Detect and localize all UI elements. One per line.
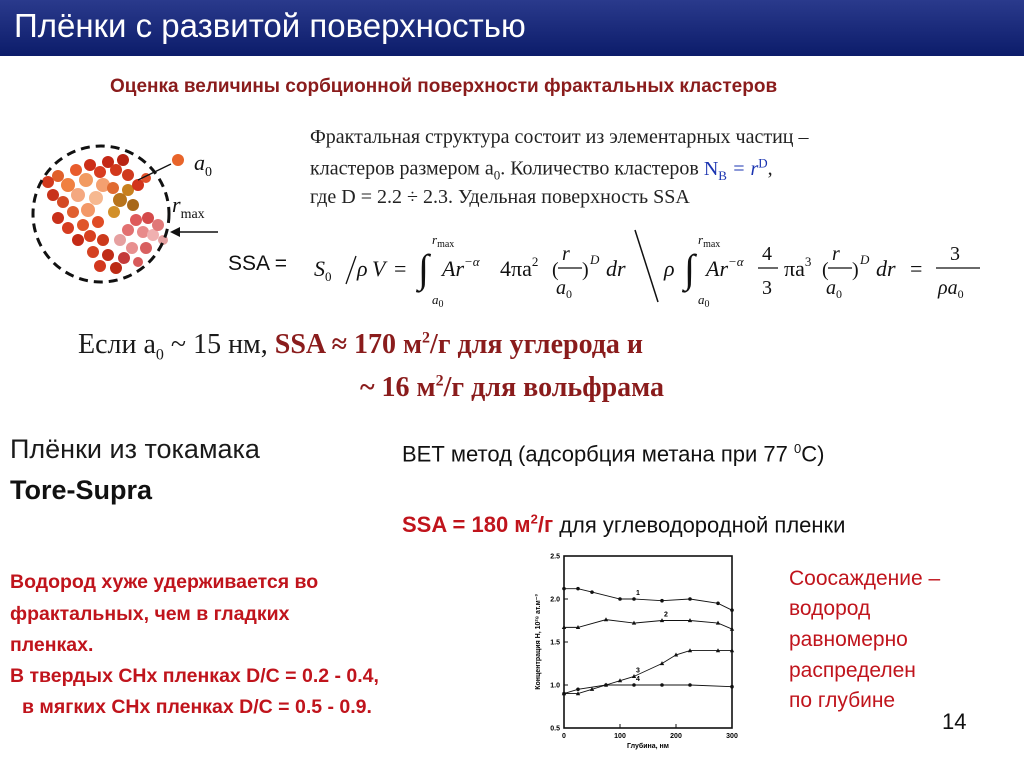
tungsten-estimate: ~ 16 $м^2/г$ для вольфрама: [360, 372, 665, 403]
codeposition-line-3: равномерно: [789, 628, 908, 651]
series-label: 4: [636, 676, 640, 683]
y-tick-label: 1.0: [550, 682, 560, 690]
svg-text:rmax: $r_{max}$: [432, 232, 455, 250]
svg-text:r: r: [562, 243, 570, 265]
films-heading: Плёнки из токамака: [10, 434, 260, 464]
a0-label: $a_0$: [194, 150, 212, 180]
hydrogen-line-2: фрактальных, чем в гладких: [10, 603, 290, 625]
hydrogen-line-4: В твердых CHx пленках D/C = 0.2 - 0.4,: [10, 665, 379, 687]
hydrogen-line-1: Водород хуже удерживается во: [10, 571, 319, 593]
data-point: [716, 602, 720, 606]
series-label: 2: [664, 611, 668, 619]
data-point: [632, 683, 636, 687]
slide-subtitle: Оценка величины сорбционной поверхности фрактальных кластеров: [110, 76, 778, 97]
x-tick-label: 0: [562, 733, 566, 740]
series-label: 1: [636, 590, 640, 597]
svg-text:(: (: [822, 259, 829, 281]
svg-text:3: 3: [950, 243, 960, 265]
data-point: [618, 597, 622, 601]
tokamak-name: Tore-Supra: [10, 475, 153, 505]
svg-text:Ar−α: $Ar^{-\alpha}$: [442, 254, 480, 281]
svg-text:V: V: [372, 256, 386, 281]
y-tick-label: 2.0: [550, 596, 560, 604]
data-point: [590, 590, 594, 594]
x-tick-label: 200: [670, 733, 682, 740]
data-point: [660, 599, 664, 603]
x-axis-label: Глубина, нм: [627, 743, 669, 750]
data-point: [632, 597, 636, 601]
data-point: [576, 587, 580, 591]
svg-text:=: =: [394, 256, 407, 281]
svg-text:ρ: ρ: [357, 256, 368, 281]
svg-text:∫: ∫: [418, 246, 429, 291]
svg-text:S0: $S_0$: [314, 256, 332, 284]
data-point: [660, 683, 664, 687]
fractal-cluster-figure: [28, 140, 233, 300]
y-tick-label: 0.5: [550, 725, 560, 733]
hydrogen-line-3: пленках.: [10, 634, 94, 656]
svg-text:3: 3: [762, 277, 772, 299]
bet-method: ВЕТ метод (адсорбция метана при 77 $^0$С): [402, 441, 825, 467]
ssa-measured: SSA = 180 $м^2/г$ для углеводородной пленки: [402, 512, 846, 538]
data-point: [576, 688, 580, 692]
svg-text:a0: $a_0$: [556, 277, 572, 301]
svg-text:dr: dr: [876, 256, 896, 281]
description-line-2: кластеров размером $a_0$. Количество кластеров $N_B = r^D$,: [310, 155, 773, 183]
series-line-1: [564, 589, 732, 611]
svg-text:=: =: [910, 256, 923, 281]
data-point: [688, 597, 692, 601]
svg-text:a0: $a_0$: [432, 292, 444, 310]
data-point: [604, 683, 608, 687]
svg-text:4: 4: [762, 243, 772, 265]
page-number: 14: [942, 709, 967, 734]
y-tick-label: 1.5: [550, 639, 560, 647]
svg-text:a0: $a_0$: [698, 292, 710, 310]
svg-text:4πa2: $4\pi a^2$: [500, 254, 539, 281]
particle-pointer: [138, 164, 171, 180]
svg-text:D: D: [860, 252, 870, 267]
data-point: [730, 608, 734, 612]
hydrogen-depth-chart: [520, 548, 750, 753]
series-line-2: [564, 620, 732, 629]
svg-text:): ): [852, 259, 859, 281]
svg-text:∫: ∫: [684, 246, 695, 291]
svg-text:dr: dr: [606, 256, 626, 281]
hydrogen-line-5: в мягких CHx пленках D/C = 0.5 - 0.9.: [22, 696, 372, 718]
codeposition-line-2: водород: [789, 597, 871, 620]
description-line-3: где D = 2.2 ÷ 2.3. Удельная поверхность SSA: [310, 186, 690, 208]
data-point: [660, 661, 664, 665]
codeposition-line-1: Соосаждение –: [789, 567, 941, 590]
svg-text:D: D: [590, 252, 600, 267]
svg-text:ρ: ρ: [664, 256, 675, 281]
data-point: [562, 587, 566, 591]
codeposition-line-4: распределен: [789, 659, 916, 682]
data-point: [604, 617, 608, 621]
ssa-formula: [310, 226, 985, 310]
svg-text:r: r: [832, 243, 840, 265]
y-axis-label: Концентрация Н, 10²⁸ ат.м⁻³: [535, 594, 542, 690]
svg-text:a0: $a_0$: [826, 277, 842, 301]
svg-text:Ar−α: $Ar^{-\alpha}$: [706, 254, 744, 281]
codeposition-line-5: по глубине: [789, 689, 896, 712]
description-line-1: Фрактальная структура состоит из элементарных частиц –: [310, 126, 809, 148]
x-tick-label: 300: [726, 733, 738, 740]
svg-text:): ): [582, 259, 589, 281]
x-tick-label: 100: [614, 733, 626, 740]
slide-title: Плёнки с развитой поверхностью: [14, 7, 526, 44]
svg-text:(: (: [552, 259, 559, 281]
data-point: [562, 692, 566, 696]
ssa-formula-label: SSA =: [228, 252, 287, 275]
y-tick-label: 2.5: [550, 553, 560, 561]
svg-text:rmax: $r_{max}$: [698, 232, 721, 250]
carbon-estimate: Если $a_0$ ~ 15 нм, SSA ≈ 170 $м^2/г$ для углерода и: [78, 329, 644, 364]
data-point: [688, 683, 692, 687]
cluster-particles: [42, 154, 168, 274]
plot-frame: [564, 556, 732, 728]
elementary-particle: [172, 154, 184, 166]
series-label: 3: [636, 667, 640, 675]
rmax-label: $r_{max}$: [172, 192, 205, 222]
svg-text:πa3: $\pi a^3$: [784, 254, 812, 281]
series-line-4: [564, 685, 732, 694]
data-point: [730, 685, 734, 689]
svg-text:ρa0: $\rho a_0$: [938, 277, 964, 301]
